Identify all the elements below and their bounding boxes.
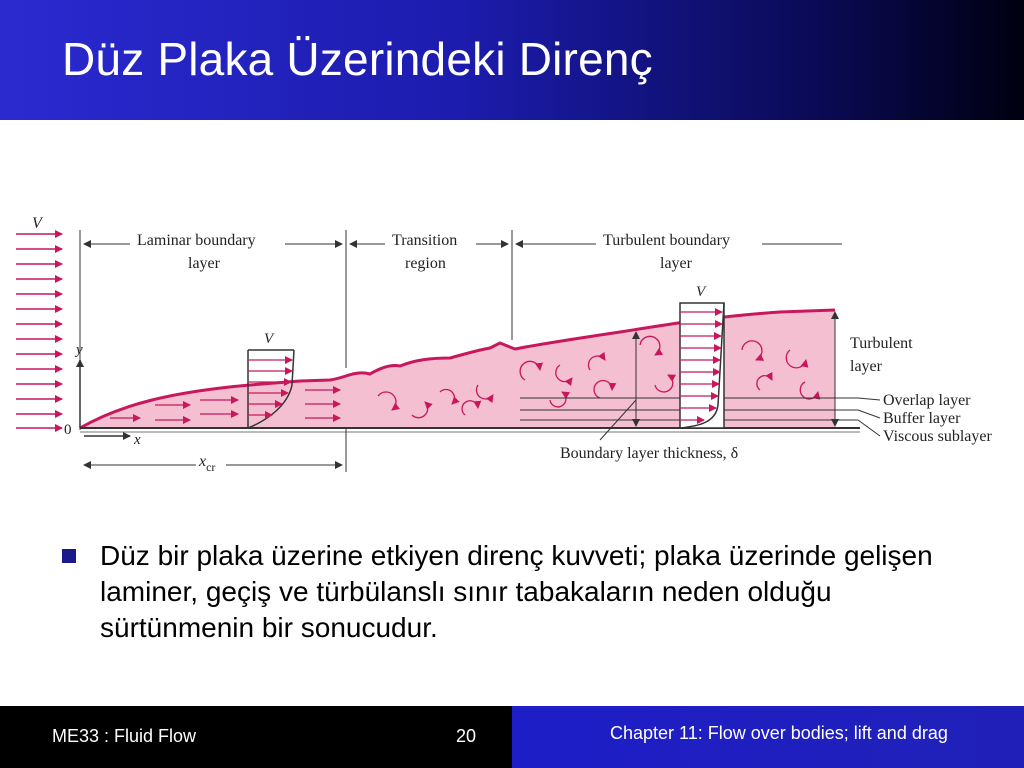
chapter-label: Chapter 11: Flow over bodies; lift and drag [610,723,948,743]
footer-left [0,706,512,768]
boundary-layer-diagram [0,200,1024,485]
x-axis-label: x [134,432,141,448]
overlap-layer-label: Overlap layer [883,392,971,409]
footer [0,706,1024,768]
transition-label-line2: region [405,255,446,272]
freestream-velocity-label: V [32,215,42,232]
buffer-layer-label: Buffer layer [883,410,961,427]
thickness-label: Boundary layer thickness, δ [560,445,739,462]
bullet-text: Düz bir plaka üzerine etkiyen direnç kuvveti; plaka üzerinde gelişen laminer, geçiş ve türbülanslı sınır tabakaların neden olduğu sürtünmenin bir sonucudur. [100,540,933,643]
bullet-square-icon [62,549,76,563]
xcr-label: $x_{cr}$ [199,453,216,474]
y-axis-label: y [76,342,83,358]
laminar-label-line2: layer [188,255,220,272]
course-label: ME33 : Fluid Flow [52,726,197,746]
turbulent-layer-label-line1: Turbulent [850,335,913,352]
transition-label-line1: Transition [392,232,458,249]
page-number: 20 [456,726,477,746]
footer-right [512,706,1024,768]
turbulent-label-line1: Turbulent boundary [603,232,730,249]
turbulent-velocity-profile [680,303,724,428]
title-bar [0,0,1024,120]
turbulent-velocity-label: V [696,284,706,300]
viscous-sublayer-label: Viscous sublayer [883,428,992,445]
layer-leader-lines [858,398,880,436]
turbulent-label-line2: layer [660,255,692,272]
slide-title: Düz Plaka Üzerindeki Direnç [62,33,653,85]
laminar-label-line1: Laminar boundary [137,232,256,249]
turbulent-layer-label-line2: layer [850,358,882,375]
origin-label: 0 [64,422,72,438]
freestream-arrows [16,234,62,428]
laminar-velocity-label: V [264,331,274,347]
